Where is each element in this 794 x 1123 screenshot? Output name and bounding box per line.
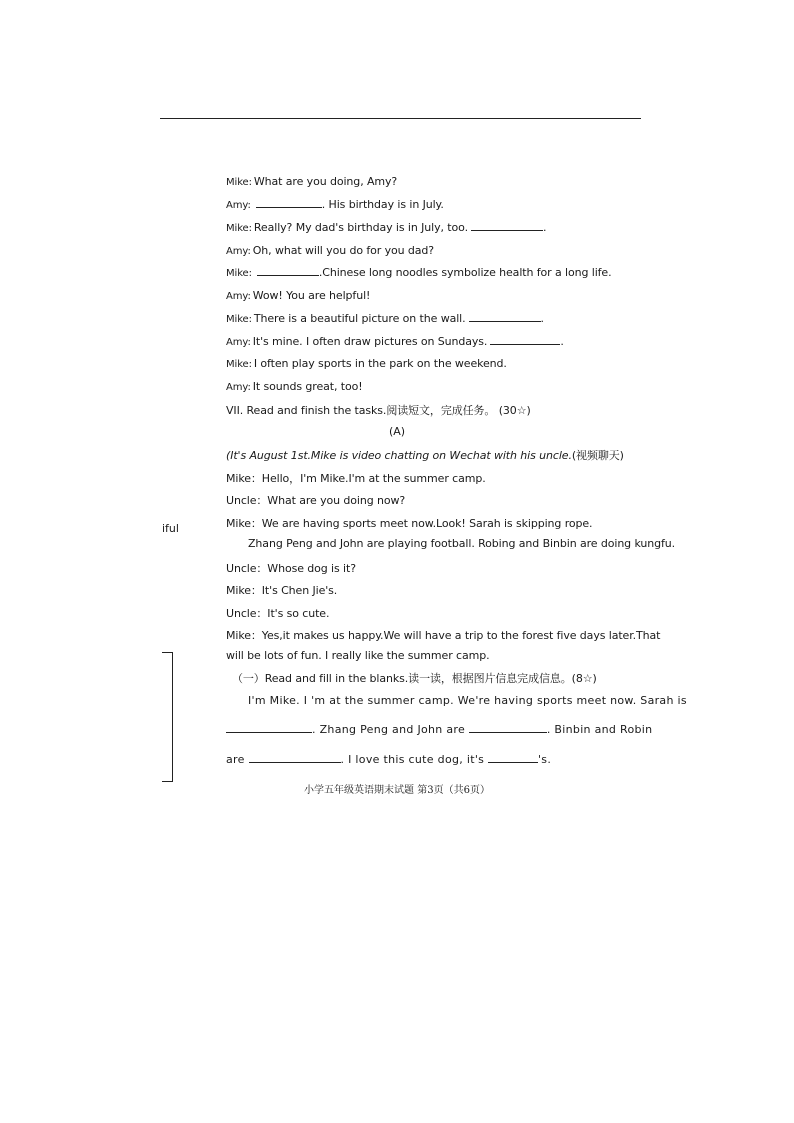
- dialogue-line: [226, 221, 546, 234]
- dialogue-line: Mike：It's Chen Jie's.: [226, 584, 338, 597]
- dialogue-line: Mike：We are having sports meet now.Look! Sarah is skipping rope.: [226, 517, 593, 530]
- dialogue-line: [226, 198, 444, 211]
- speaker-label: Mike:: [226, 314, 252, 325]
- speaker-label: Amy:: [226, 200, 251, 211]
- top-rule: [160, 118, 641, 119]
- dialogue-text: Oh, what will you do for you dad?: [252, 244, 435, 257]
- task-text: . Binbin and Robin: [546, 723, 653, 736]
- task-text: . Zhang Peng and John are: [312, 723, 466, 736]
- dialogue-line: [226, 266, 612, 279]
- dialogue-line: [226, 289, 370, 302]
- task-line-3: [226, 753, 551, 766]
- answer-blank[interactable]: [471, 221, 543, 231]
- section-heading: VII. Read and finish the tasks.阅读短文，完成任务。 (30☆): [226, 404, 531, 417]
- dialogue-line: [226, 380, 363, 393]
- speaker-label: Amy:: [226, 337, 251, 348]
- dialogue-line: Uncle：Whose dog is it?: [226, 562, 356, 575]
- dialogue-text: It sounds great, too!: [252, 380, 363, 393]
- dialogue-line: [226, 357, 507, 370]
- page-footer: 小学五年级英语期末试题 第3页（共6页）: [304, 785, 490, 796]
- answer-blank-1[interactable]: [226, 723, 312, 733]
- dialogue-text: Wow! You are helpful!: [252, 289, 371, 302]
- dialogue-text: There is a beautiful picture on the wall.: [253, 312, 466, 325]
- intro-line: [226, 447, 624, 463]
- speaker-label: Amy:: [226, 382, 251, 393]
- task-text: . I love this cute dog, it's: [340, 753, 485, 766]
- margin-bracket: [162, 652, 173, 782]
- answer-blank[interactable]: [490, 335, 560, 345]
- dialogue-text: Really? My dad's birthday is in July, too.: [253, 221, 468, 234]
- dialogue-line: [226, 244, 434, 257]
- answer-blank[interactable]: [256, 198, 322, 208]
- dialogue-text: .Chinese long noodles symbolize health for a long life.: [318, 266, 612, 279]
- task-text: are: [226, 753, 245, 766]
- intro-cn: (视频聊天): [571, 449, 624, 462]
- answer-blank-2[interactable]: [469, 723, 547, 733]
- dialogue-line: Mike：Yes,it makes us happy.We will have a trip to the forest five days later.That: [226, 629, 661, 642]
- part-label: (A): [388, 425, 406, 438]
- task-line-2: [226, 723, 652, 736]
- dialogue-line: [226, 312, 544, 325]
- speaker-label: Amy:: [226, 246, 251, 257]
- task-line-1: I'm Mike. I 'm at the summer camp. We're having sports meet now. Sarah is: [248, 694, 687, 707]
- dialogue-text: .: [542, 221, 547, 234]
- dialogue-text: It's mine. I often draw pictures on Sundays.: [252, 335, 488, 348]
- answer-blank-3[interactable]: [249, 753, 341, 763]
- dialogue-line: Mike：Hello，I'm Mike.I'm at the summer camp.: [226, 472, 486, 485]
- intro-text: (It's August 1st.Mike is video chatting on Wechat with his uncle.: [226, 449, 572, 462]
- speaker-label: Mike:: [226, 177, 252, 188]
- dialogue-text: . His birthday is in July.: [321, 198, 444, 211]
- dialogue-text: What are you doing, Amy?: [253, 175, 398, 188]
- dialogue-line: [226, 335, 564, 348]
- task-heading: （一）Read and fill in the blanks.读一读，根据图片信息完成信息。(8☆): [232, 672, 597, 685]
- dialogue-text: I often play sports in the park on the weekend.: [253, 357, 507, 370]
- speaker-label: Mike:: [226, 268, 252, 279]
- answer-blank-4[interactable]: [488, 753, 538, 763]
- answer-blank[interactable]: [469, 312, 541, 322]
- speaker-label: Amy:: [226, 291, 251, 302]
- dialogue-line: Zhang Peng and John are playing football. Robing and Binbin are doing kungfu.: [248, 537, 676, 550]
- dialogue-text: .: [560, 335, 564, 348]
- dialogue-line: will be lots of fun. I really like the summer camp.: [226, 649, 490, 662]
- margin-note: iful: [162, 522, 179, 535]
- speaker-label: Mike:: [226, 223, 252, 234]
- answer-blank[interactable]: [257, 266, 319, 276]
- dialogue-line: [226, 175, 397, 188]
- dialogue-line: Uncle：What are you doing now?: [226, 494, 406, 507]
- speaker-label: Mike:: [226, 359, 252, 370]
- task-text: 's.: [537, 753, 552, 766]
- dialogue-text: .: [540, 312, 544, 325]
- dialogue-line: Uncle：It's so cute.: [226, 607, 330, 620]
